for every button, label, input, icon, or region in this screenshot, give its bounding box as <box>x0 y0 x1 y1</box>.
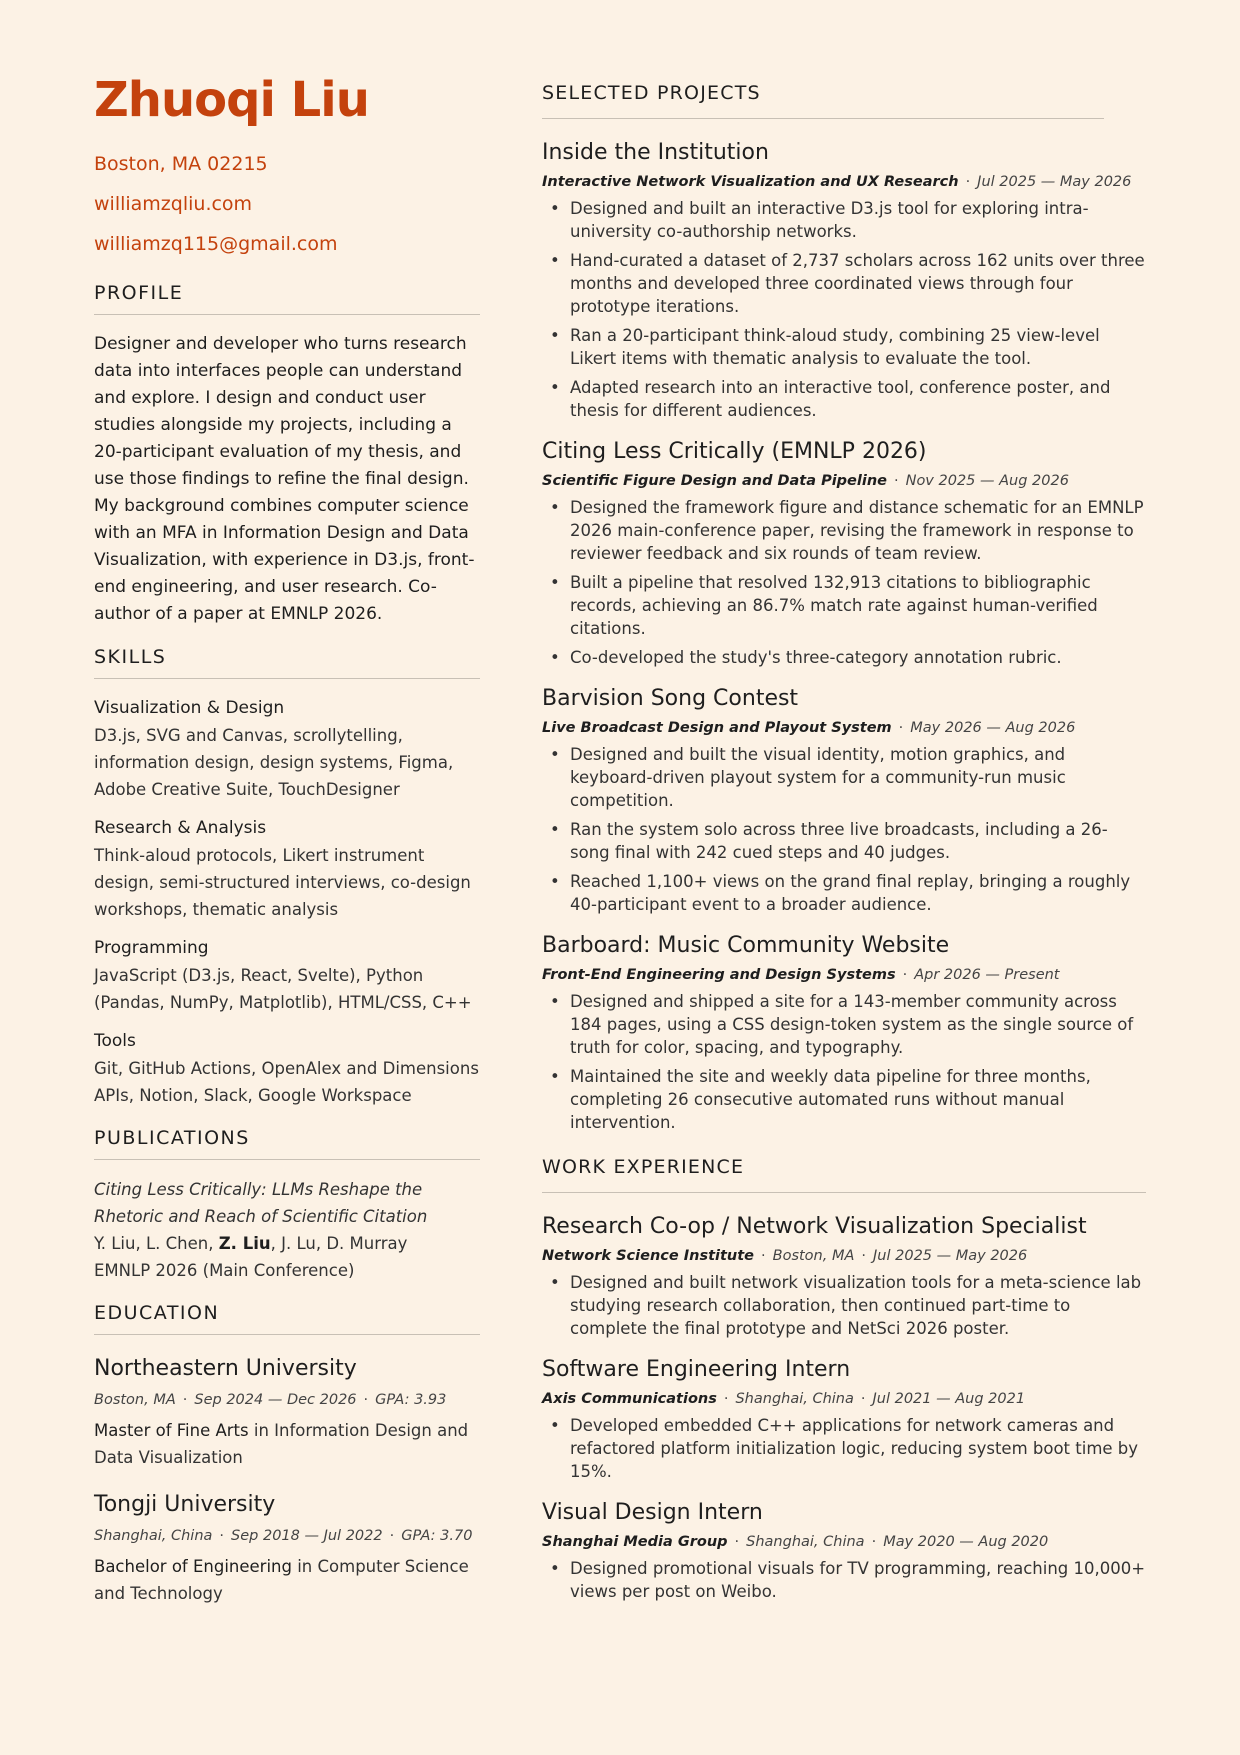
education-degree-field: in Computer Science and Technology <box>94 1557 469 1603</box>
project-meta: Scientific Figure Design and Data Pipeline · Nov 2025 — Aug 2026 <box>542 473 1069 489</box>
bullet-item: • Designed and built the visual identity, motion graphics, and keyboard-driven playout system for a community-run music competition. <box>542 743 1146 812</box>
work-meta: Axis Communications · Shanghai, China · Jul 2021 — Aug 2021 <box>542 1391 1026 1407</box>
project-dates: Apr 2026 — Present <box>914 967 1060 983</box>
education-school: Tongji University <box>94 1492 276 1517</box>
work-heading: WORK EXPERIENCE <box>542 1156 1146 1193</box>
project-meta: Front-End Engineering and Design Systems · Apr 2026 — Present <box>542 967 1060 983</box>
publication-venue: EMNLP 2026 (Main Conference) <box>94 1261 355 1280</box>
publication-authors-after: , J. Lu, D. Murray <box>270 1234 408 1253</box>
contact-website-link[interactable]: williamzqliu.com <box>94 193 253 215</box>
skill-group-title: Programming <box>94 938 209 958</box>
bullet-item: • Designed the framework figure and distance schematic for an EMNLP 2026 main-conference paper, revising the framework in response to reviewer feedback and six rounds of team review. <box>542 496 1146 565</box>
skills-list <box>94 695 480 1109</box>
work-title: Software Engineering Intern <box>542 1357 851 1382</box>
work-bullets <box>542 1271 1146 1340</box>
work-org: Axis Communications <box>542 1391 717 1407</box>
skills-heading: SKILLS <box>94 646 480 679</box>
work-meta: Network Science Institute · Boston, MA · Jul 2025 — May 2026 <box>542 1248 1028 1264</box>
work-entry <box>542 1354 1146 1483</box>
skill-group-text: Think-aloud protocols, Likert instrument design, semi-structured interviews, co-design workshops, thematic analysis <box>94 846 471 919</box>
skill-group-title: Tools <box>94 1031 136 1051</box>
education-meta: Boston, MA · Sep 2024 — Dec 2026 · GPA: 3.93 <box>94 1392 447 1408</box>
education-degree-name: Bachelor of Engineering <box>94 1557 292 1576</box>
project-role: Front-End Engineering and Design Systems <box>542 967 896 983</box>
work-org: Network Science Institute <box>542 1248 755 1264</box>
bullet-item: • Designed promotional visuals for TV programming, reaching 10,000+ views per post on Weibo. <box>542 1557 1146 1603</box>
project-bullets <box>542 990 1146 1134</box>
education-degree-name: Master of Fine Arts <box>94 1421 249 1440</box>
work-location: Shanghai, China <box>746 1534 865 1550</box>
bullet-item: • Maintained the site and weekly data pipeline for three months, completing 26 consecutive automated runs without manual intervention. <box>542 1065 1146 1134</box>
bullet-item: • Reached 1,100+ views on the grand final replay, bringing a roughly 40-participant event to a broader audience. <box>542 870 1146 916</box>
publication-authors <box>94 1230 480 1257</box>
skill-group-title: Research & Analysis <box>94 818 267 838</box>
project-bullets <box>542 197 1146 422</box>
work-bullets <box>542 1557 1146 1603</box>
education-dates: Sep 2024 — Dec 2026 <box>194 1392 357 1408</box>
project-entry <box>542 683 1146 916</box>
publications-heading: PUBLICATIONS <box>94 1127 480 1160</box>
bullet-item: • Designed and built an interactive D3.js tool for exploring intra-university co-authorship networks. <box>542 197 1146 243</box>
project-meta: Live Broadcast Design and Playout System · May 2026 — Aug 2026 <box>542 720 1076 736</box>
project-role: Interactive Network Visualization and UX Research <box>542 174 959 190</box>
projects-heading: SELECTED PROJECTS <box>542 82 1104 119</box>
profile-text: Designer and developer who turns research data into interfaces people can understand and explore. I design and conduct user studies alongside my projects, including a 20-participant evaluation of my thesis, and use those findings to refine the final design. My background combines computer science with an MFA in Information Design and Data Visualization, with experience in D3.js, front-end engineering, and user research. Co-author of a paper at EMNLP 2026. <box>94 334 475 624</box>
project-title: Inside the Institution <box>542 140 769 165</box>
work-meta: Shanghai Media Group · Shanghai, China · May 2020 — Aug 2020 <box>542 1534 1049 1550</box>
resume-name: Zhuoqi Liu <box>94 72 369 128</box>
bullet-item: • Developed embedded C++ applications for network cameras and refactored platform initialization logic, reducing system boot time by 15%. <box>542 1414 1146 1483</box>
work-dates: Jul 2025 — May 2026 <box>873 1248 1028 1264</box>
profile-heading: PROFILE <box>94 282 480 315</box>
education-degree-field: in Information Design and Data Visualization <box>94 1421 469 1467</box>
publication-authors-before: Y. Liu, L. Chen, <box>94 1234 219 1253</box>
work-dates: Jul 2021 — Aug 2021 <box>872 1391 1026 1407</box>
skill-group <box>94 815 480 923</box>
work-location: Boston, MA <box>772 1248 855 1264</box>
education-entry <box>94 1353 480 1471</box>
skill-group-text: JavaScript (D3.js, React, Svelte), Python (Pandas, NumPy, Matplotlib), HTML/CSS, C++ <box>94 966 472 1012</box>
work-dates: May 2020 — Aug 2020 <box>883 1534 1049 1550</box>
contact-location: Boston, MA 02215 <box>94 153 268 175</box>
skill-group-text: Git, GitHub Actions, OpenAlex and Dimensions APIs, Notion, Slack, Google Workspace <box>94 1059 479 1105</box>
project-title: Barvision Song Contest <box>542 686 799 711</box>
project-role: Scientific Figure Design and Data Pipeline <box>542 473 887 489</box>
bullet-item: • Built a pipeline that resolved 132,913 citations to bibliographic records, achieving an 86.7% match rate against human-verified citations. <box>542 571 1146 640</box>
project-bullets <box>542 496 1146 669</box>
education-degree <box>94 1553 480 1607</box>
bullet-item: • Designed and built network visualization tools for a meta-science lab studying research collaboration, then continued part-time to complete the final prototype and NetSci 2026 poster. <box>542 1271 1146 1340</box>
education-heading: EDUCATION <box>94 1302 480 1335</box>
bullet-item: • Adapted research into an interactive tool, conference poster, and thesis for different audiences. <box>542 376 1146 422</box>
work-entry <box>542 1497 1146 1603</box>
left-column <box>94 70 480 1607</box>
bullet-item: • Ran a 20-participant think-aloud study, combining 25 view-level Likert items with thematic analysis to evaluate the tool. <box>542 324 1146 370</box>
publication-title: Citing Less Critically: LLMs Reshape the Rhetoric and Reach of Scientific Citation <box>94 1180 428 1226</box>
work-title: Visual Design Intern <box>542 1500 763 1525</box>
skill-group <box>94 1028 480 1109</box>
education-entry <box>94 1489 480 1607</box>
project-title: Citing Less Critically (EMNLP 2026) <box>542 439 927 464</box>
skill-group-text: D3.js, SVG and Canvas, scrollytelling, information design, design systems, Figma, Adobe Creative Suite, TouchDesigner <box>94 726 454 799</box>
education-degree <box>94 1417 480 1471</box>
bullet-item: • Ran the system solo across three live broadcasts, including a 26-song final with 242 cued steps and 40 judges. <box>542 818 1146 864</box>
project-dates: Jul 2025 — May 2026 <box>977 174 1132 190</box>
education-school: Northeastern University <box>94 1356 357 1381</box>
skill-group-title: Visualization & Design <box>94 698 285 718</box>
work-entry <box>542 1211 1146 1340</box>
work-org: Shanghai Media Group <box>542 1534 728 1550</box>
project-role: Live Broadcast Design and Playout System <box>542 720 892 736</box>
work-location: Shanghai, China <box>735 1391 854 1407</box>
bullet-item: • Designed and shipped a site for a 143-member community across 184 pages, using a CSS design-token system as the single source of truth for color, spacing, and typography. <box>542 990 1146 1059</box>
right-column <box>542 82 1146 1609</box>
education-gpa: GPA: 3.70 <box>401 1528 473 1544</box>
project-dates: Nov 2025 — Aug 2026 <box>905 473 1069 489</box>
bullet-item: • Co-developed the study's three-category annotation rubric. <box>542 646 1146 669</box>
project-meta: Interactive Network Visualization and UX Research · Jul 2025 — May 2026 <box>542 174 1132 190</box>
project-title: Barboard: Music Community Website <box>542 933 950 958</box>
project-entry <box>542 137 1146 422</box>
education-location: Boston, MA <box>94 1392 176 1408</box>
project-dates: May 2026 — Aug 2026 <box>910 720 1076 736</box>
publication-author-self: Z. Liu <box>218 1234 271 1253</box>
project-entry <box>542 436 1146 669</box>
education-meta: Shanghai, China · Sep 2018 — Jul 2022 · GPA: 3.70 <box>94 1528 473 1544</box>
education-location: Shanghai, China <box>94 1528 213 1544</box>
work-title: Research Co-op / Network Visualization Specialist <box>542 1214 1087 1239</box>
project-entry <box>542 930 1146 1134</box>
contact-info <box>94 144 480 264</box>
bullet-item: • Hand-curated a dataset of 2,737 scholars across 162 units over three months and developed three coordinated views through four prototype iterations. <box>542 249 1146 318</box>
skill-group <box>94 935 480 1016</box>
project-bullets <box>542 743 1146 916</box>
publication-entry <box>94 1176 480 1284</box>
skill-group <box>94 695 480 803</box>
education-dates: Sep 2018 — Jul 2022 <box>231 1528 383 1544</box>
education-gpa: GPA: 3.93 <box>375 1392 447 1408</box>
contact-email-link[interactable]: williamzq115@gmail.com <box>94 233 338 255</box>
work-bullets <box>542 1414 1146 1483</box>
